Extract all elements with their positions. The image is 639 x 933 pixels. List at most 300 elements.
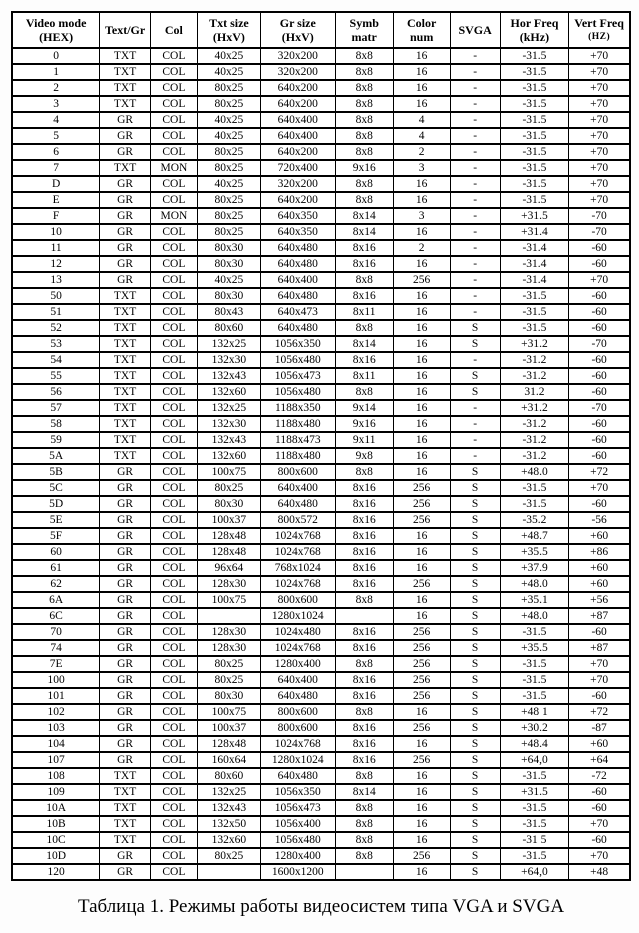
table-cell: 640x200	[260, 96, 335, 112]
table-cell: 62	[12, 576, 100, 592]
table-row	[12, 304, 630, 320]
table-cell: 52	[12, 320, 100, 336]
table-cell: -60	[569, 240, 630, 256]
table-cell: MON	[150, 208, 197, 224]
table-cell: 8x14	[335, 336, 393, 352]
table-cell: TXT	[100, 96, 151, 112]
table-cell: 16	[393, 288, 450, 304]
table-cell: -60	[569, 304, 630, 320]
table-cell: 80x25	[197, 80, 260, 96]
table-cell: 59	[12, 432, 100, 448]
table-cell: 16	[393, 432, 450, 448]
table-row	[12, 768, 630, 784]
table-cell: 640x400	[260, 112, 335, 128]
table-cell: +64,0	[500, 752, 569, 768]
table-cell: -31.5	[500, 672, 569, 688]
table-cell: -31 5	[500, 832, 569, 848]
table-cell: 80x25	[197, 96, 260, 112]
table-cell: 5B	[12, 464, 100, 480]
table-cell: TXT	[100, 320, 151, 336]
table-cell: 1024x768	[260, 544, 335, 560]
table-cell: COL	[150, 304, 197, 320]
table-cell: 16	[393, 192, 450, 208]
table-cell: 40x25	[197, 176, 260, 192]
table-row	[12, 320, 630, 336]
table-caption: Таблица 1. Режимы работы видеосистем типа VGA и SVGA	[77, 896, 565, 917]
table-cell: -	[450, 352, 500, 368]
table-cell: -60	[569, 784, 630, 800]
table-cell: 800x600	[260, 592, 335, 608]
table-cell: S	[450, 384, 500, 400]
table-cell: 80x25	[197, 192, 260, 208]
table-cell: +72	[569, 464, 630, 480]
table-row	[12, 176, 630, 192]
table-cell: 8x8	[335, 48, 393, 64]
table-cell: S	[450, 528, 500, 544]
table-cell: -31.5	[500, 112, 569, 128]
table-cell: 80x25	[197, 480, 260, 496]
table-cell: 256	[393, 272, 450, 288]
table-cell: -70	[569, 208, 630, 224]
table-cell: +87	[569, 608, 630, 624]
table-cell: 132x25	[197, 400, 260, 416]
table-cell: +60	[569, 736, 630, 752]
table-cell: COL	[150, 112, 197, 128]
table-cell: COL	[150, 560, 197, 576]
table-cell: COL	[150, 448, 197, 464]
table-cell: 320x200	[260, 64, 335, 80]
table-cell: 74	[12, 640, 100, 656]
column-header-label: Text/Gr	[104, 23, 146, 37]
table-cell: 6	[12, 144, 100, 160]
table-cell: 8x16	[335, 352, 393, 368]
table-cell: 9x16	[335, 160, 393, 176]
table-cell: GR	[100, 272, 151, 288]
table-cell: 8x16	[335, 752, 393, 768]
table-cell: 8x8	[335, 592, 393, 608]
table-cell: -31.4	[500, 256, 569, 272]
table-cell: S	[450, 720, 500, 736]
table-cell: 40x25	[197, 272, 260, 288]
table-row	[12, 224, 630, 240]
table-cell: GR	[100, 240, 151, 256]
table-cell: 640x480	[260, 288, 335, 304]
table-cell: 768x1024	[260, 560, 335, 576]
table-cell: 100x75	[197, 464, 260, 480]
table-cell: +70	[569, 272, 630, 288]
table-cell: S	[450, 736, 500, 752]
table-cell: 4	[393, 128, 450, 144]
table-cell: GR	[100, 544, 151, 560]
table-row	[12, 288, 630, 304]
table-cell: COL	[150, 704, 197, 720]
table-cell: +70	[569, 672, 630, 688]
table-row	[12, 64, 630, 80]
table-cell: 8x8	[335, 464, 393, 480]
table-cell: 16	[393, 80, 450, 96]
table-cell: 56	[12, 384, 100, 400]
table-cell: 640x480	[260, 496, 335, 512]
table-cell: 128x48	[197, 736, 260, 752]
table-cell: 8x8	[335, 320, 393, 336]
table-cell: 120	[12, 864, 100, 880]
table-cell: -	[450, 48, 500, 64]
table-row	[12, 720, 630, 736]
table-cell: S	[450, 560, 500, 576]
table-cell: -31.5	[500, 160, 569, 176]
table-cell: S	[450, 496, 500, 512]
table-cell: 80x30	[197, 288, 260, 304]
table-cell: -60	[569, 688, 630, 704]
table-row	[12, 656, 630, 672]
table-cell	[197, 864, 260, 880]
column-header-sublabel: num	[410, 30, 434, 44]
column-header-svga	[450, 12, 500, 48]
table-cell: -31.2	[500, 448, 569, 464]
table-cell: -	[450, 144, 500, 160]
table-cell: -70	[569, 224, 630, 240]
table-cell: 1280x400	[260, 656, 335, 672]
column-header-video-mode	[12, 12, 100, 48]
table-cell: TXT	[100, 64, 151, 80]
table-cell: 132x25	[197, 784, 260, 800]
table-cell: COL	[150, 240, 197, 256]
table-cell: -31.2	[500, 432, 569, 448]
table-cell: -60	[569, 448, 630, 464]
table-cell: 8x11	[335, 368, 393, 384]
column-header-symb	[335, 12, 393, 48]
table-cell: -60	[569, 352, 630, 368]
table-cell: 6A	[12, 592, 100, 608]
table-cell: TXT	[100, 768, 151, 784]
table-cell: -31.4	[500, 240, 569, 256]
table-cell: 16	[393, 48, 450, 64]
table-cell: +70	[569, 112, 630, 128]
table-cell: 1024x768	[260, 576, 335, 592]
table-cell: 256	[393, 688, 450, 704]
table-cell: -	[450, 432, 500, 448]
table-cell: GR	[100, 128, 151, 144]
table-cell: 132x43	[197, 368, 260, 384]
table-cell: 5D	[12, 496, 100, 512]
table-cell: 8x14	[335, 208, 393, 224]
column-header-hor-freq	[500, 12, 569, 48]
table-cell: COL	[150, 640, 197, 656]
table-cell: 8x8	[335, 128, 393, 144]
table-cell: 640x400	[260, 128, 335, 144]
table-cell: -56	[569, 512, 630, 528]
table-cell: 5E	[12, 512, 100, 528]
table-cell: 13	[12, 272, 100, 288]
table-cell: 40x25	[197, 112, 260, 128]
table-cell: S	[450, 336, 500, 352]
table-cell: 8x16	[335, 736, 393, 752]
table-cell: 101	[12, 688, 100, 704]
table-cell: +87	[569, 640, 630, 656]
table-cell: -	[450, 160, 500, 176]
table-cell: 10	[12, 224, 100, 240]
table-cell: 10B	[12, 816, 100, 832]
table-cell: COL	[150, 512, 197, 528]
table-cell: +70	[569, 656, 630, 672]
table-cell: GR	[100, 528, 151, 544]
table-cell: +30.2	[500, 720, 569, 736]
table-row	[12, 544, 630, 560]
table-cell: 54	[12, 352, 100, 368]
table-cell: 5	[12, 128, 100, 144]
table-cell: 1280x1024	[260, 608, 335, 624]
table-cell: S	[450, 592, 500, 608]
table-cell: 1056x480	[260, 832, 335, 848]
table-cell: GR	[100, 624, 151, 640]
table-cell: E	[12, 192, 100, 208]
table-cell: +60	[569, 528, 630, 544]
table-cell: -	[450, 208, 500, 224]
table-cell: +56	[569, 592, 630, 608]
table-cell: 1024x480	[260, 624, 335, 640]
table-cell: 9x14	[335, 400, 393, 416]
table-cell: S	[450, 832, 500, 848]
table-cell: -70	[569, 336, 630, 352]
table-cell: 128x48	[197, 544, 260, 560]
table-cell: 2	[393, 240, 450, 256]
table-cell: GR	[100, 208, 151, 224]
column-header-label: Vert Freq	[574, 16, 624, 30]
table-cell: 8x8	[335, 768, 393, 784]
table-cell: GR	[100, 752, 151, 768]
table-row	[12, 128, 630, 144]
table-cell: TXT	[100, 336, 151, 352]
table-cell: GR	[100, 512, 151, 528]
table-cell: 16	[393, 400, 450, 416]
table-cell: 256	[393, 752, 450, 768]
table-cell: D	[12, 176, 100, 192]
table-cell: 800x600	[260, 704, 335, 720]
column-header-color	[393, 12, 450, 48]
table-row	[12, 640, 630, 656]
table-row	[12, 624, 630, 640]
table-cell: 1024x768	[260, 640, 335, 656]
table-cell: TXT	[100, 368, 151, 384]
table-cell: 16	[393, 560, 450, 576]
table-cell: 9x11	[335, 432, 393, 448]
table-cell: +37.9	[500, 560, 569, 576]
table-cell: 640x350	[260, 208, 335, 224]
table-cell: 128x30	[197, 640, 260, 656]
table-cell: TXT	[100, 352, 151, 368]
table-cell: 1056x473	[260, 368, 335, 384]
table-cell: 16	[393, 416, 450, 432]
table-cell: 50	[12, 288, 100, 304]
table-cell: 256	[393, 480, 450, 496]
table-cell: 16	[393, 224, 450, 240]
table-cell: 16	[393, 544, 450, 560]
table-cell: COL	[150, 272, 197, 288]
table-cell: -60	[569, 800, 630, 816]
table-cell: 10D	[12, 848, 100, 864]
table-cell: COL	[150, 192, 197, 208]
table-cell: COL	[150, 528, 197, 544]
table-cell: COL	[150, 496, 197, 512]
table-cell: 8x16	[335, 720, 393, 736]
table-cell: COL	[150, 128, 197, 144]
table-cell: S	[450, 656, 500, 672]
table-cell: S	[450, 784, 500, 800]
table-cell: TXT	[100, 816, 151, 832]
table-cell: 8x16	[335, 624, 393, 640]
table-cell: 80x25	[197, 656, 260, 672]
table-cell: +48.7	[500, 528, 569, 544]
table-cell: -60	[569, 832, 630, 848]
table-cell: 8x16	[335, 496, 393, 512]
column-header-text-gr	[100, 12, 151, 48]
table-cell: COL	[150, 288, 197, 304]
table-cell: +48.0	[500, 576, 569, 592]
table-cell: 16	[393, 592, 450, 608]
table-cell: 3	[12, 96, 100, 112]
table-cell: GR	[100, 592, 151, 608]
table-cell: 640x480	[260, 240, 335, 256]
video-modes-table	[11, 11, 631, 881]
table-cell: -31.2	[500, 416, 569, 432]
table-cell: 80x25	[197, 224, 260, 240]
column-header-sublabel: (HEX)	[39, 30, 74, 44]
table-cell: GR	[100, 864, 151, 880]
table-cell: 102	[12, 704, 100, 720]
table-cell: 640x480	[260, 256, 335, 272]
table-cell: -60	[569, 416, 630, 432]
table-cell: 8x16	[335, 288, 393, 304]
column-header-label: SVGA	[458, 23, 492, 37]
column-header-label: Hor Freq	[510, 16, 559, 30]
table-cell: 5F	[12, 528, 100, 544]
table-row	[12, 336, 630, 352]
table-cell: 1280x1024	[260, 752, 335, 768]
table-cell: S	[450, 816, 500, 832]
table-cell: COL	[150, 432, 197, 448]
table-cell: 80x25	[197, 848, 260, 864]
table-row	[12, 528, 630, 544]
table-cell: 16	[393, 768, 450, 784]
table-cell: 132x60	[197, 384, 260, 400]
table-cell: TXT	[100, 432, 151, 448]
table-cell: -31.5	[500, 688, 569, 704]
table-cell: S	[450, 688, 500, 704]
table-cell: -31.2	[500, 352, 569, 368]
table-cell: GR	[100, 112, 151, 128]
table-cell: COL	[150, 384, 197, 400]
table-cell: 640x400	[260, 672, 335, 688]
table-cell: GR	[100, 192, 151, 208]
table-cell: +48 1	[500, 704, 569, 720]
table-cell: 8x8	[335, 64, 393, 80]
table-cell: 132x25	[197, 336, 260, 352]
table-cell: 0	[12, 48, 100, 64]
table-cell: 128x48	[197, 528, 260, 544]
table-cell: 1	[12, 64, 100, 80]
table-cell: -60	[569, 320, 630, 336]
table-cell: -31.5	[500, 480, 569, 496]
table-cell: 80x25	[197, 144, 260, 160]
table-cell: GR	[100, 720, 151, 736]
table-cell: GR	[100, 176, 151, 192]
table-body	[12, 48, 630, 880]
table-cell: 8x16	[335, 528, 393, 544]
table-cell: -31.5	[500, 304, 569, 320]
table-cell: 16	[393, 368, 450, 384]
table-cell: +31.4	[500, 224, 569, 240]
table-cell: 55	[12, 368, 100, 384]
table-cell: 8x16	[335, 672, 393, 688]
table-row	[12, 272, 630, 288]
table-row	[12, 800, 630, 816]
table-cell: +70	[569, 160, 630, 176]
table-cell: 31.2	[500, 384, 569, 400]
table-row	[12, 240, 630, 256]
table-cell: S	[450, 768, 500, 784]
table-cell: COL	[150, 848, 197, 864]
table-cell: +70	[569, 96, 630, 112]
table-row	[12, 160, 630, 176]
table-cell: 10C	[12, 832, 100, 848]
table-cell: -31.5	[500, 96, 569, 112]
table-cell: COL	[150, 80, 197, 96]
table-cell: -31.5	[500, 48, 569, 64]
column-header-label: Txt size	[209, 16, 249, 30]
table-cell: 8x8	[335, 144, 393, 160]
table-cell: -	[450, 80, 500, 96]
column-header-sublabel: (HxV)	[212, 30, 245, 44]
table-cell: -31.5	[500, 848, 569, 864]
table-cell: -31.5	[500, 816, 569, 832]
table-cell: -	[450, 176, 500, 192]
table-cell: TXT	[100, 800, 151, 816]
table-row	[12, 112, 630, 128]
table-cell: 40x25	[197, 128, 260, 144]
table-cell: +31.2	[500, 336, 569, 352]
table-row	[12, 80, 630, 96]
table-cell: +31.5	[500, 784, 569, 800]
table-row	[12, 608, 630, 624]
table-cell: 16	[393, 800, 450, 816]
table-cell: 1056x480	[260, 384, 335, 400]
table-cell: 1188x473	[260, 432, 335, 448]
table-cell: GR	[100, 464, 151, 480]
table-cell: 16	[393, 384, 450, 400]
table-cell: -	[450, 128, 500, 144]
table-cell: COL	[150, 256, 197, 272]
table-cell: 256	[393, 720, 450, 736]
table-cell: TXT	[100, 784, 151, 800]
table-cell: 100x37	[197, 720, 260, 736]
table-cell: -31.5	[500, 800, 569, 816]
table-cell: 16	[393, 816, 450, 832]
table-cell: 132x50	[197, 816, 260, 832]
table-cell: GR	[100, 848, 151, 864]
table-cell: -	[450, 192, 500, 208]
table-cell: 8x16	[335, 480, 393, 496]
table-row	[12, 400, 630, 416]
table-cell: 80x30	[197, 496, 260, 512]
table-cell: 640x350	[260, 224, 335, 240]
table-cell: +70	[569, 816, 630, 832]
table-cell: 16	[393, 864, 450, 880]
table-cell: +70	[569, 480, 630, 496]
table-cell: 8x8	[335, 192, 393, 208]
table-cell: +70	[569, 176, 630, 192]
table-cell: COL	[150, 320, 197, 336]
table-cell: 51	[12, 304, 100, 320]
